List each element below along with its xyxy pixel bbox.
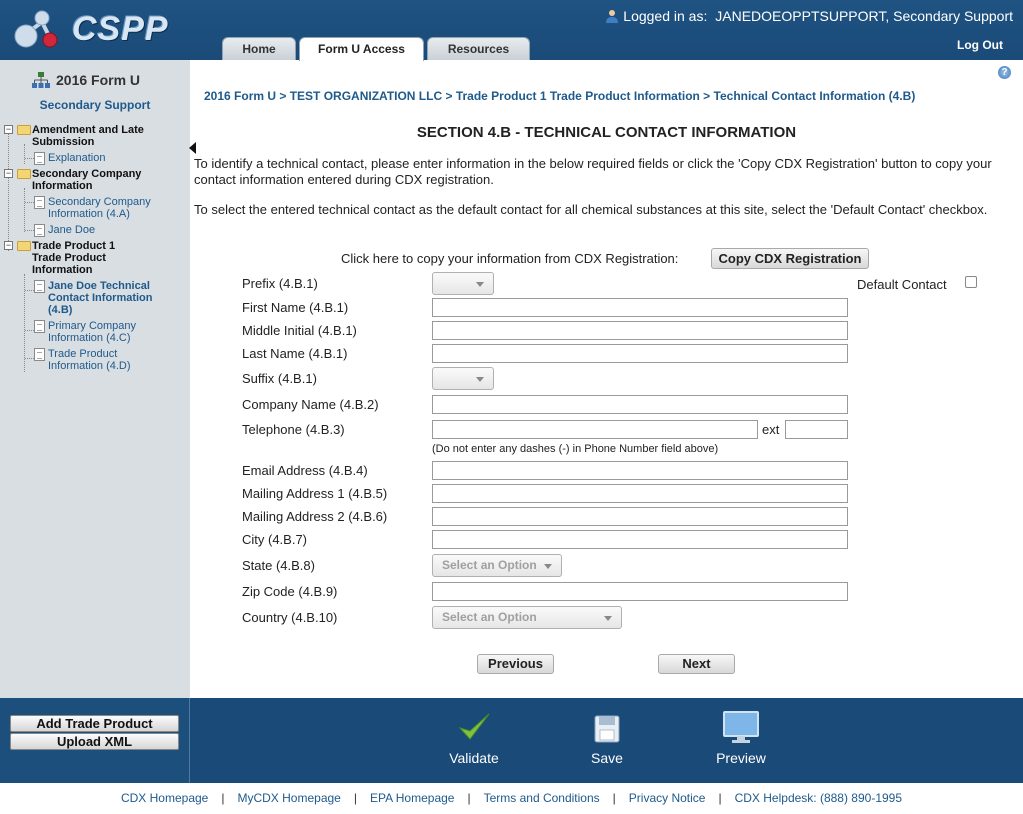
phone-hint: (Do not enter any dashes (-) in Phone Number field above): [432, 443, 719, 455]
company-name-label: Company Name (4.B.2): [242, 397, 379, 412]
login-status: [605, 8, 1013, 24]
collapse-sidebar-icon[interactable]: [189, 142, 196, 154]
tree-item-technical-contact[interactable]: Jane Doe Technical Contact Information (4.B): [48, 280, 153, 316]
folder-icon: [17, 241, 31, 251]
folder-icon: [17, 125, 31, 135]
footer: CDX Homepage | MyCDX Homepage | EPA Homepage | Terms and Conditions | Privacy Notice | CDX Helpdesk: (888) 890-1995: [0, 783, 1023, 814]
document-icon: [34, 196, 45, 209]
telephone-field[interactable]: [432, 420, 758, 439]
sidebar-role: Secondary Support: [39, 98, 151, 112]
tab-form-u-access[interactable]: Form U Access: [299, 37, 424, 61]
sidebar-actions: [0, 698, 190, 783]
login-prefix: Logged in as:: [623, 8, 712, 24]
cspp-logo[interactable]: [12, 4, 169, 56]
collapse-toggle-icon[interactable]: −: [5, 168, 12, 178]
state-select-value: Select an Option: [442, 558, 537, 572]
state-select[interactable]: [432, 554, 562, 577]
save-button[interactable]: [567, 710, 647, 766]
mailing-address-2-field[interactable]: [432, 507, 848, 526]
document-icon: [34, 224, 45, 237]
user-icon: [605, 9, 619, 23]
checkmark-icon: [457, 710, 491, 744]
first-name-field[interactable]: [432, 298, 848, 317]
tree-item-trade-product-info[interactable]: Trade Product Information (4.D): [48, 348, 131, 372]
add-trade-product-button[interactable]: Add Trade Product: [10, 715, 179, 732]
validate-label: Validate: [449, 750, 499, 766]
monitor-icon: [723, 710, 759, 744]
collapse-toggle-icon[interactable]: −: [5, 124, 12, 134]
city-label: City (4.B.7): [242, 532, 308, 547]
default-contact-label: Default Contact: [857, 277, 947, 292]
footer-link-cdx-homepage[interactable]: CDX Homepage: [120, 791, 209, 805]
mailing-address-1-label: Mailing Address 1 (4.B.5): [242, 486, 388, 501]
instructions-paragraph-2: To select the entered technical contact as the default contact for all chemical substances at this site, select the 'Default Contact' checkbox.: [194, 202, 988, 217]
tree-item-explanation[interactable]: Explanation: [48, 152, 106, 164]
middle-initial-field[interactable]: [432, 321, 848, 340]
ext-label: ext: [762, 422, 780, 437]
copy-cdx-registration-button[interactable]: Copy CDX Registration: [711, 248, 869, 269]
suffix-label: Suffix (4.B.1): [242, 371, 317, 386]
footer-link-privacy[interactable]: Privacy Notice: [628, 791, 706, 805]
country-select-value: Select an Option: [442, 610, 537, 624]
chevron-down-icon: [604, 616, 612, 621]
previous-button[interactable]: Previous: [477, 654, 554, 674]
breadcrumb[interactable]: 2016 Form U > TEST ORGANIZATION LLC > Trade Product 1 Trade Product Information > Technical Contact Information (4.B): [204, 89, 916, 103]
tree-item-secondary-company-info[interactable]: Secondary Company Information (4.A): [48, 196, 151, 220]
help-icon[interactable]: ?: [998, 66, 1011, 79]
zip-code-field[interactable]: [432, 582, 848, 601]
mailing-address-2-label: Mailing Address 2 (4.B.6): [242, 509, 388, 524]
app-header: [0, 0, 1023, 60]
first-name-label: First Name (4.B.1): [242, 300, 349, 315]
tree-item-jane-doe[interactable]: Jane Doe: [48, 224, 96, 236]
logo-text: CSPP: [72, 10, 169, 48]
next-button[interactable]: Next: [658, 654, 735, 674]
document-icon: [34, 348, 45, 361]
prefix-label: Prefix (4.B.1): [242, 276, 318, 291]
email-label: Email Address (4.B.4): [242, 463, 368, 478]
document-icon: [34, 320, 45, 333]
sidebar-title-text: 2016 Form U: [56, 72, 141, 88]
footer-link-terms[interactable]: Terms and Conditions: [483, 791, 600, 805]
footer-helpdesk[interactable]: CDX Helpdesk: (888) 890-1995: [734, 791, 903, 805]
folder-icon: [17, 169, 31, 179]
suffix-select[interactable]: [432, 367, 494, 390]
footer-link-epa-homepage[interactable]: EPA Homepage: [369, 791, 455, 805]
page-title: SECTION 4.B - TECHNICAL CONTACT INFORMATION: [416, 124, 797, 141]
collapse-toggle-icon[interactable]: −: [5, 240, 12, 250]
preview-label: Preview: [716, 750, 766, 766]
floppy-disk-icon: [592, 710, 622, 744]
company-name-field[interactable]: [432, 395, 848, 414]
upload-xml-button[interactable]: Upload XML: [10, 733, 179, 750]
save-label: Save: [591, 750, 623, 766]
copy-cdx-label: Click here to copy your information from CDX Registration:: [341, 251, 679, 266]
zip-code-label: Zip Code (4.B.9): [242, 584, 338, 599]
tree-folder-trade-product-1[interactable]: Trade Product 1 Trade Product Information: [32, 240, 116, 276]
chevron-down-icon: [476, 377, 484, 382]
footer-link-mycdx-homepage[interactable]: MyCDX Homepage: [237, 791, 341, 805]
instructions-paragraph-1: To identify a technical contact, please enter information in the below required fields or click the 'Copy CDX Registration' button to copy your contact information entered during CDX registration.: [194, 156, 992, 187]
preview-button[interactable]: [701, 710, 781, 766]
tree-folder-amendment[interactable]: Amendment and Late Submission: [32, 124, 144, 148]
logout-link[interactable]: Log Out: [957, 38, 1003, 52]
country-label: Country (4.B.10): [242, 610, 338, 625]
validate-button[interactable]: [434, 710, 514, 766]
last-name-label: Last Name (4.B.1): [242, 346, 348, 361]
action-bar: [0, 698, 1023, 783]
state-label: State (4.B.8): [242, 558, 315, 573]
middle-initial-label: Middle Initial (4.B.1): [242, 323, 357, 338]
country-select[interactable]: [432, 606, 622, 629]
telephone-label: Telephone (4.B.3): [242, 422, 345, 437]
chevron-down-icon: [476, 282, 484, 287]
sidebar-title: [32, 72, 140, 88]
sidebar: [0, 60, 190, 698]
org-chart-icon: [32, 72, 50, 88]
tab-resources[interactable]: Resources: [427, 37, 530, 60]
document-icon: [34, 280, 45, 293]
tree-item-primary-company[interactable]: Primary Company Information (4.C): [48, 320, 137, 344]
tab-home[interactable]: Home: [222, 37, 296, 60]
extension-field[interactable]: [785, 420, 848, 439]
chevron-down-icon: [544, 564, 552, 569]
login-user: JANEDOEOPPTSUPPORT, Secondary Support: [715, 8, 1013, 24]
tree-folder-secondary-company[interactable]: Secondary Company Information: [32, 168, 142, 192]
document-icon: [34, 152, 45, 165]
last-name-field[interactable]: [432, 344, 848, 363]
mailing-address-1-field[interactable]: [432, 484, 848, 503]
molecule-icon: [12, 4, 68, 54]
prefix-select[interactable]: [432, 272, 494, 295]
city-field[interactable]: [432, 530, 848, 549]
default-contact-checkbox[interactable]: [965, 276, 977, 288]
email-field[interactable]: [432, 461, 848, 480]
